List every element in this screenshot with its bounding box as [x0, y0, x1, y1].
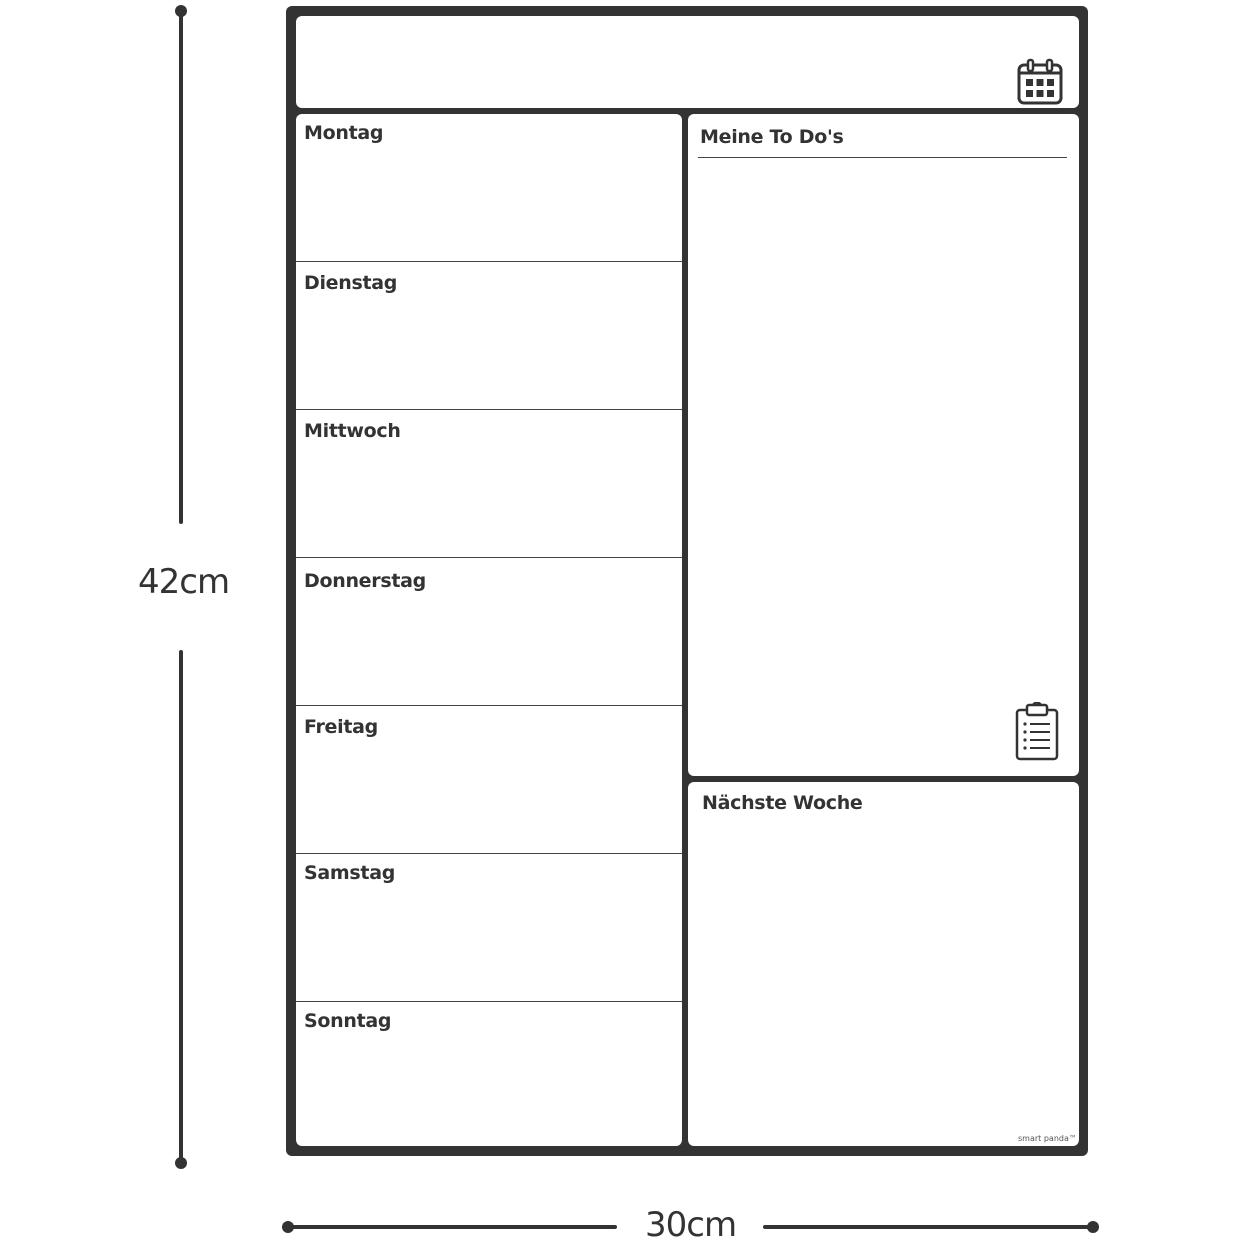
height-label: 42cm	[138, 562, 230, 602]
brand-logo: smart panda™	[1018, 1134, 1077, 1143]
day-label: Sonntag	[304, 1010, 392, 1032]
day-row-tuesday[interactable]	[296, 262, 682, 410]
height-dimension-line-lower	[179, 650, 183, 1162]
width-dimension-line-left	[287, 1225, 617, 1229]
day-label: Freitag	[304, 716, 378, 738]
width-label: 30cm	[645, 1205, 737, 1245]
next-week-title: Nächste Woche	[702, 792, 863, 814]
day-row-thursday[interactable]	[296, 558, 682, 706]
day-row-friday[interactable]	[296, 706, 682, 854]
day-label: Mittwoch	[304, 420, 401, 442]
day-label: Dienstag	[304, 272, 398, 294]
day-label: Donnerstag	[304, 570, 426, 592]
weekdays-panel	[296, 114, 682, 1146]
planner-board	[286, 6, 1088, 1156]
day-label: Samstag	[304, 862, 396, 884]
width-dimension-right-dot	[1087, 1221, 1099, 1233]
height-dimension-line-upper	[179, 10, 183, 524]
calendar-icon	[1016, 58, 1064, 106]
day-row-wednesday[interactable]	[296, 410, 682, 558]
day-label: Montag	[304, 122, 384, 144]
next-week-panel[interactable]	[688, 782, 1079, 1146]
header-panel	[296, 16, 1079, 108]
width-dimension-line-right	[763, 1225, 1093, 1229]
day-row-monday[interactable]	[296, 114, 682, 262]
clipboard-icon	[1014, 702, 1060, 762]
todo-panel[interactable]	[688, 114, 1079, 776]
todo-title: Meine To Do's	[700, 126, 844, 148]
todo-title-underline	[698, 157, 1067, 158]
day-row-sunday[interactable]	[296, 1002, 682, 1146]
height-dimension-bottom-dot	[175, 1157, 187, 1169]
day-row-saturday[interactable]	[296, 854, 682, 1002]
